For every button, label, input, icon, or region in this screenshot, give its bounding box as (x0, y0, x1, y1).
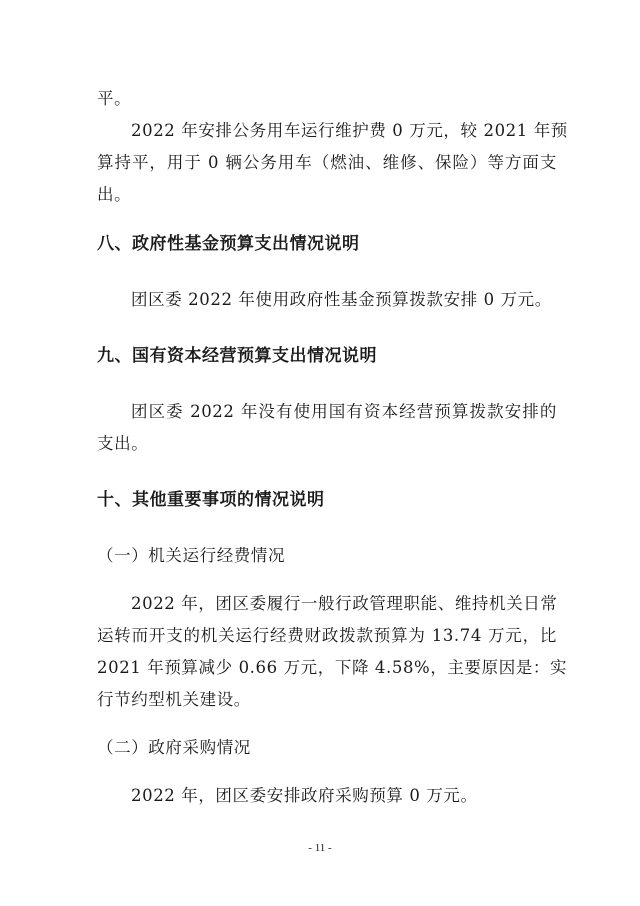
paragraph-line: 团区委 2022 年使用政府性基金预算拨款安排 0 万元。 (131, 290, 552, 309)
paragraph-line: 平。 (97, 89, 132, 108)
section-heading: 九、国有资本经营预算支出情况说明 (97, 346, 377, 366)
page-number: - 11 - (308, 842, 332, 854)
paragraph-line: 2021 年预算减少 0.66 万元，下降 4.58%，主要原因是：实 (97, 658, 568, 677)
section-heading: 十、其他重要事项的情况说明 (97, 490, 325, 510)
paragraph-line: 出。 (97, 185, 132, 204)
paragraph-line: 2022 年，团区委安排政府采购预算 0 万元。 (131, 786, 478, 805)
paragraph-line: 团区委 2022 年没有使用国有资本经营预算拨款安排的 (131, 402, 557, 421)
paragraph-line: 算持平，用于 0 辆公务用车（燃油、维修、保险）等方面支 (97, 153, 557, 172)
subsection-heading: （一）机关运行经费情况 (97, 546, 286, 565)
paragraph-line: 2022 年安排公务用车运行维护费 0 万元，较 2021 年预 (131, 121, 568, 140)
section-heading: 八、政府性基金预算支出情况说明 (97, 234, 360, 254)
paragraph-line: 运转而开支的机关运行经费财政拨款预算为 13.74 万元，比 (97, 626, 557, 645)
paragraph-line: 支出。 (97, 434, 149, 453)
subsection-heading: （二）政府采购情况 (97, 738, 251, 757)
paragraph-line: 2022 年，团区委履行一般行政管理职能、维持机关日常 (131, 594, 558, 613)
paragraph-line: 行节约型机关建设。 (97, 690, 251, 709)
